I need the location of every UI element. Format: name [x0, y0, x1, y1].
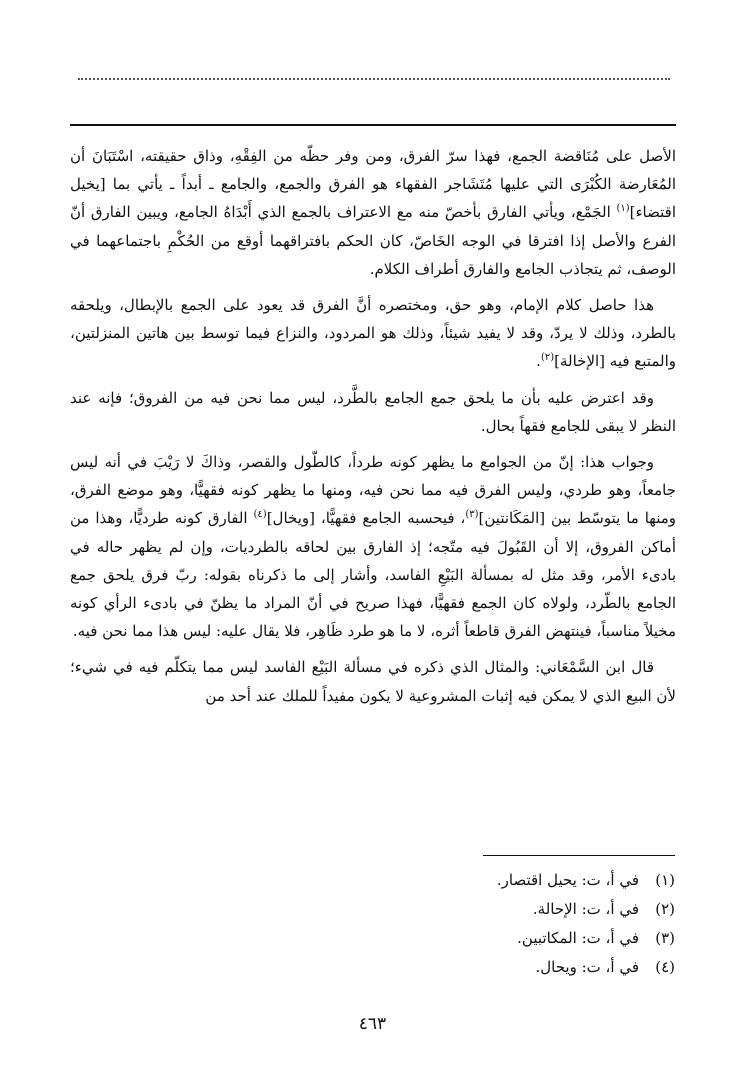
paragraph-3: [70, 384, 676, 440]
footnote-text: في أ، ت: الإحالة.: [532, 900, 639, 918]
footnote-reference[interactable]: (٢): [540, 352, 555, 364]
footnote-number: (٤): [655, 958, 675, 976]
text-segment: قال ابن السَّمْعَاني: والمثال الذي ذكره في مسألة البَيْع الفاسد ليس مما يتكلّم فيه في شيء؛ لأن البيع الذي لا يمكن فيه إثبات المشروعية لا يكون مفيداً للملك عند أحد من: [70, 658, 676, 705]
footnote-number: (٣): [655, 929, 675, 947]
footnote-text: في أ، ت: ويحال.: [535, 958, 639, 976]
text-segment: .: [536, 352, 541, 371]
footnote-2: [275, 895, 675, 924]
header-dotted-divider: [78, 78, 670, 80]
footnote-rule: [483, 855, 675, 856]
footnote-1: [275, 866, 675, 895]
footnote-text: في أ، ت: المكاتبين.: [517, 929, 639, 947]
footnote-4: [275, 953, 675, 982]
text-segment: ، فيحسبه الجامع فقهيًّا، [ويخال]: [266, 509, 466, 528]
text-segment: الأصل على مُنَاقضة الجمع، فهذا سرّ الفرق، ومن وفر حظّه من الفِقْهِ، وذاق حقيقته، اسْتَبَانَ أن المُعَارضة الكُبْرَى التي عليها مُتَشَاجر الفقهاء هو الفرق والجمع، والجامع ـ أبداً ـ يأتي بما [يخيل اقتضاء]: [70, 147, 676, 222]
footnote-number: (١): [655, 871, 675, 889]
text-segment: هذا حاصل كلام الإمام، وهو حق، ومختصره أنَّ الفرق قد يعود على الجمع بالإبطال، ويلحقه بالطرد، وذلك لا يردّ، وقد لا يفيد شيئاً، وذلك هو المردود، والنزاع فيما توسط بين هاتين المنزلتين، والمتبع فيه [الإخالة]: [70, 296, 676, 371]
page-number: ٤٦٣: [358, 1014, 387, 1034]
footnotes: [275, 866, 675, 982]
paragraph-4: [70, 448, 676, 645]
footnote-number: (٢): [655, 900, 675, 918]
footnote-reference[interactable]: (٣): [465, 509, 479, 521]
text-segment: وجواب هذا: إنّ من الجوامع ما يظهر كونه طرداً، كالطّول والقصر، وذاكَ لا رَيْبَ في أنه ليس جامعاً، وهو طردي، وليس الفرق فيه مما نحن فيه، ومنها ما يظهر كونه فقهيًّا، وهو موضع الفرق، ومنها ما يتوسّط بين [المَكَانتين]: [70, 453, 676, 528]
paragraph-2: [70, 291, 676, 376]
header-rule: [70, 124, 676, 126]
main-text: [70, 142, 676, 710]
footnote-reference[interactable]: (٤): [253, 509, 267, 521]
footnote-reference[interactable]: (١): [616, 203, 630, 215]
paragraph-1: [70, 142, 676, 283]
text-segment: الفارق كونه طرديًّا، وهذا من أماكن الفروق، إلا أن القَبُولَ فيه متّجه؛ إذ الفارق بين لحاقه بالطرديات، وإن لم يظهر حاله في بادىء الأمر، وقد مثل له بمسألة البَيْعِ الفاسد، وأشار إلى ما ذكرناه بقوله: ربّ فرق يلحق جمع الجامع بالطّرد، ولولاه كان الجمع فقهيًّا، فهذا صريح في أنّ المراد ما يظنّ في بادىء الرأي كونه مخيلاً مناسباً، فينتهض الفرق قاطعاً أثره، لا ما هو طرد ظَاهِر، فلا يقال عليه: ليس هذا مما نحن فيه.: [70, 509, 676, 641]
text-segment: وقد اعترض عليه بأن ما يلحق جمع الجامع بالطَّرد، ليس مما نحن فيه من الفروق؛ فإنه عند النظر لا يبقى للجامع فقهاً بحال.: [70, 388, 676, 435]
footnote-3: [275, 924, 675, 953]
footnote-text: في أ، ت: يحيل اقتصار.: [496, 871, 639, 889]
paragraph-5: [70, 653, 676, 709]
text-segment: الجَمْع، ويأتي الفارق بأخصّ منه مع الاعتراف بالجمع الذي أَبْدَاهُ الجامع، ويبين الفارق أنّ الفرع والأصل إذا افترقا في الوجه الخَاصّ، كان الحكم بافتراقهما أوقع من الحُكْمِ باجتماعهما في الوصف، ثم يتجاذب الجامع والفارق أطراف الكلام.: [70, 203, 676, 278]
